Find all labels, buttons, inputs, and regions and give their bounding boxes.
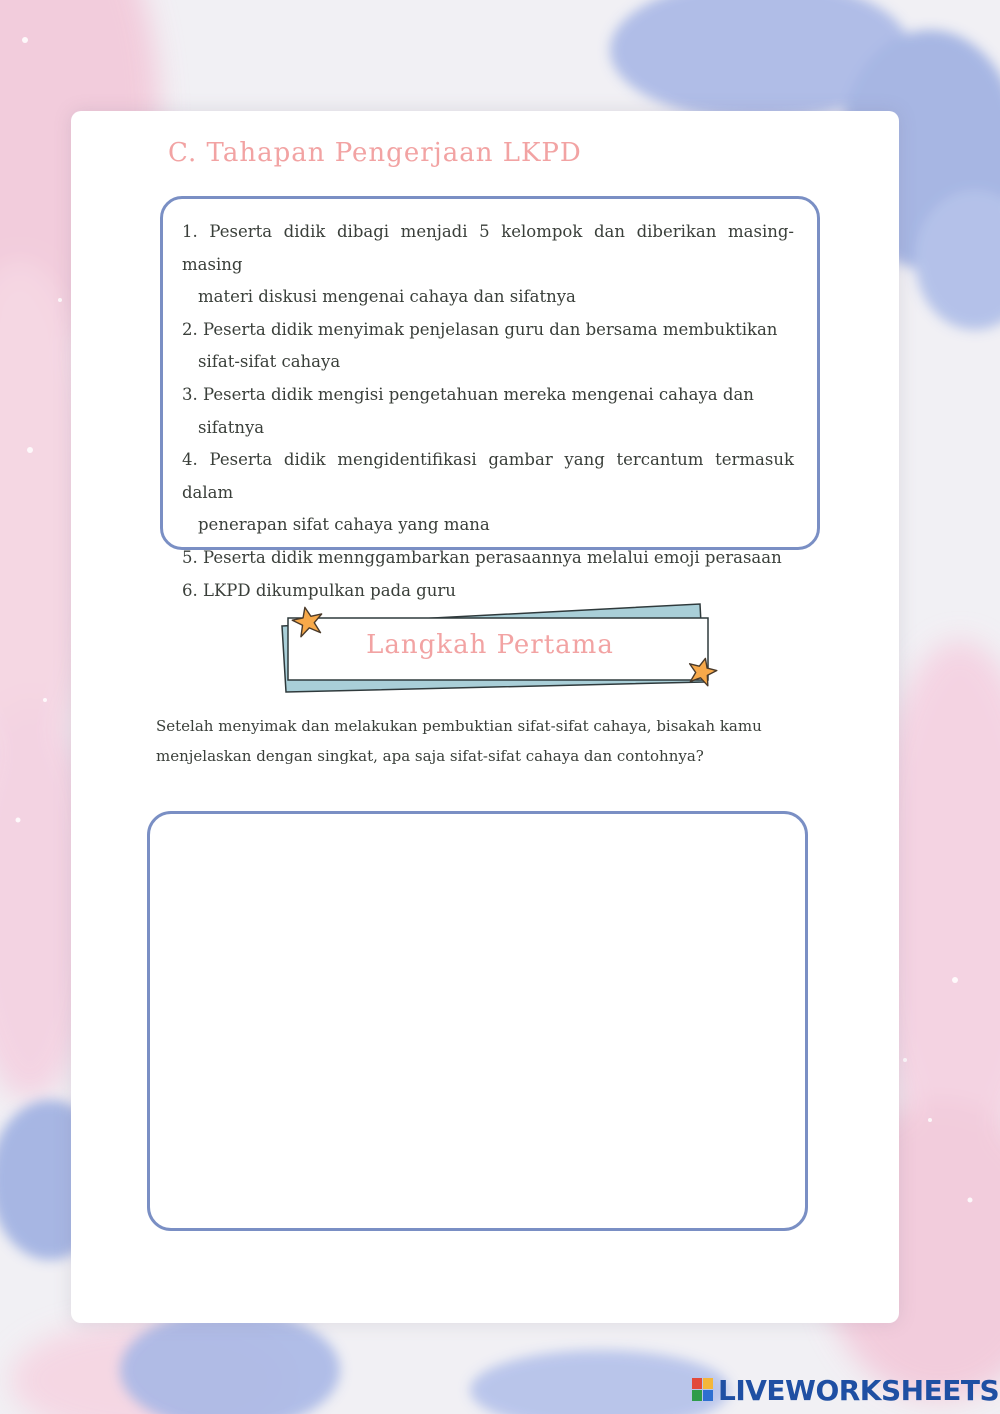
- brand-name: LIVEWORKSHEETS: [718, 1373, 1000, 1407]
- step-text-continued: materi diskusi mengenai cahaya dan sifatnya: [198, 287, 576, 307]
- step-text: 3. Peserta didik mengisi pengetahuan mereka mengenai cahaya dan: [182, 384, 754, 404]
- liveworksheets-logo: [692, 1372, 999, 1408]
- question-text: [156, 711, 816, 771]
- banner-title: Langkah Pertama: [366, 630, 614, 660]
- step-text: 2. Peserta didik menyimak penjelasan guru dan bersama membuktikan: [182, 319, 778, 339]
- answer-textbox[interactable]: [147, 811, 808, 1231]
- step-text: 5. Peserta didik mennggambarkan perasaannya melalui emoji perasaan: [182, 547, 782, 567]
- step-item: [182, 542, 794, 575]
- step-text: 6. LKPD dikumpulkan pada guru: [182, 580, 456, 600]
- step-item: [182, 444, 794, 542]
- step-text-continued: sifat-sifat cahaya: [198, 352, 341, 372]
- question-line: menjelaskan dengan singkat, apa saja sifat-sifat cahaya dan contohnya?: [156, 747, 704, 765]
- step-text: 4. Peserta didik mengidentifikasi gambar yang tercantum termasuk dalam: [182, 450, 794, 502]
- step-item: [182, 314, 794, 379]
- step-text: 1. Peserta didik dibagi menjadi 5 kelompok dan diberikan masing-masing: [182, 222, 794, 274]
- step-text-continued: penerapan sifat cahaya yang mana: [198, 515, 490, 535]
- step-text-continued: sifatnya: [198, 417, 265, 437]
- step-item: [182, 216, 794, 314]
- step-item: [182, 379, 794, 444]
- steps-list: [182, 216, 794, 607]
- question-line: Setelah menyimak dan melakukan pembuktian sifat-sifat cahaya, bisakah kamu: [156, 717, 762, 735]
- section-title: C. Tahapan Pengerjaan LKPD: [168, 138, 582, 168]
- liveworksheets-logo-icon: [692, 1378, 714, 1402]
